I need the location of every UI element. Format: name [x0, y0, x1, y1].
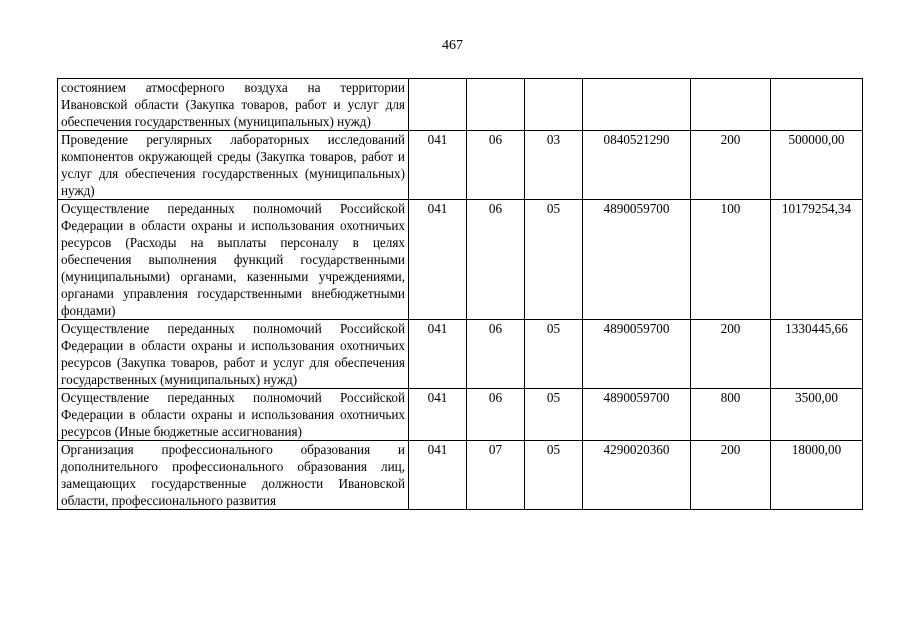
amount: 10179254,34 — [771, 200, 863, 320]
budget-table — [57, 78, 863, 510]
table-row — [58, 320, 863, 389]
table-row — [58, 79, 863, 131]
target-article-code: 0840521290 — [583, 131, 691, 200]
row-description: Осуществление переданных полномочий Российской Федерации в области охраны и использования охотничьих ресурсов (Расходы на выплаты персоналу в целях обеспечения выполнения функций государственными (муниципальными) органами, казенными учреждениями, органами управления государственными внебюджетными фондами) — [58, 200, 409, 320]
expense-type-code: 100 — [691, 200, 771, 320]
target-article-code: 4890059700 — [583, 320, 691, 389]
subsection-code — [525, 79, 583, 131]
ministry-code: 041 — [409, 200, 467, 320]
expense-type-code: 200 — [691, 441, 771, 510]
table-row — [58, 200, 863, 320]
ministry-code: 041 — [409, 441, 467, 510]
page-number: 467 — [442, 38, 463, 53]
row-description: Организация профессионального образования и дополнительного профессионального образования лиц, замещающих государственные должности Ивановской области, профессионального развития — [58, 441, 409, 510]
section-code: 06 — [467, 320, 525, 389]
table-row — [58, 131, 863, 200]
subsection-code: 05 — [525, 320, 583, 389]
row-description: Осуществление переданных полномочий Российской Федерации в области охраны и использования охотничьих ресурсов (Иные бюджетные ассигнования) — [58, 389, 409, 441]
target-article-code: 4890059700 — [583, 389, 691, 441]
amount: 1330445,66 — [771, 320, 863, 389]
row-description: Осуществление переданных полномочий Российской Федерации в области охраны и использования охотничьих ресурсов (Закупка товаров, работ и услуг для обеспечения государственных (муниципальных) нужд) — [58, 320, 409, 389]
expense-type-code: 200 — [691, 131, 771, 200]
expense-type-code: 200 — [691, 320, 771, 389]
row-description: состоянием атмосферного воздуха на территории Ивановской области (Закупка товаров, работ и услуг для обеспечения государственных (муниципальных) нужд) — [58, 79, 409, 131]
table-row — [58, 389, 863, 441]
target-article-code: 4290020360 — [583, 441, 691, 510]
ministry-code — [409, 79, 467, 131]
target-article-code — [583, 79, 691, 131]
section-code: 06 — [467, 200, 525, 320]
target-article-code: 4890059700 — [583, 200, 691, 320]
ministry-code: 041 — [409, 320, 467, 389]
subsection-code: 05 — [525, 441, 583, 510]
amount — [771, 79, 863, 131]
ministry-code: 041 — [409, 389, 467, 441]
section-code — [467, 79, 525, 131]
section-code: 06 — [467, 389, 525, 441]
row-description: Проведение регулярных лабораторных исследований компонентов окружающей среды (Закупка товаров, работ и услуг для обеспечения государственных (муниципальных) нужд) — [58, 131, 409, 200]
expense-type-code — [691, 79, 771, 131]
amount: 18000,00 — [771, 441, 863, 510]
section-code: 06 — [467, 131, 525, 200]
subsection-code: 05 — [525, 389, 583, 441]
table-row — [58, 441, 863, 510]
subsection-code: 03 — [525, 131, 583, 200]
amount: 500000,00 — [771, 131, 863, 200]
ministry-code: 041 — [409, 131, 467, 200]
section-code: 07 — [467, 441, 525, 510]
expense-type-code: 800 — [691, 389, 771, 441]
amount: 3500,00 — [771, 389, 863, 441]
subsection-code: 05 — [525, 200, 583, 320]
